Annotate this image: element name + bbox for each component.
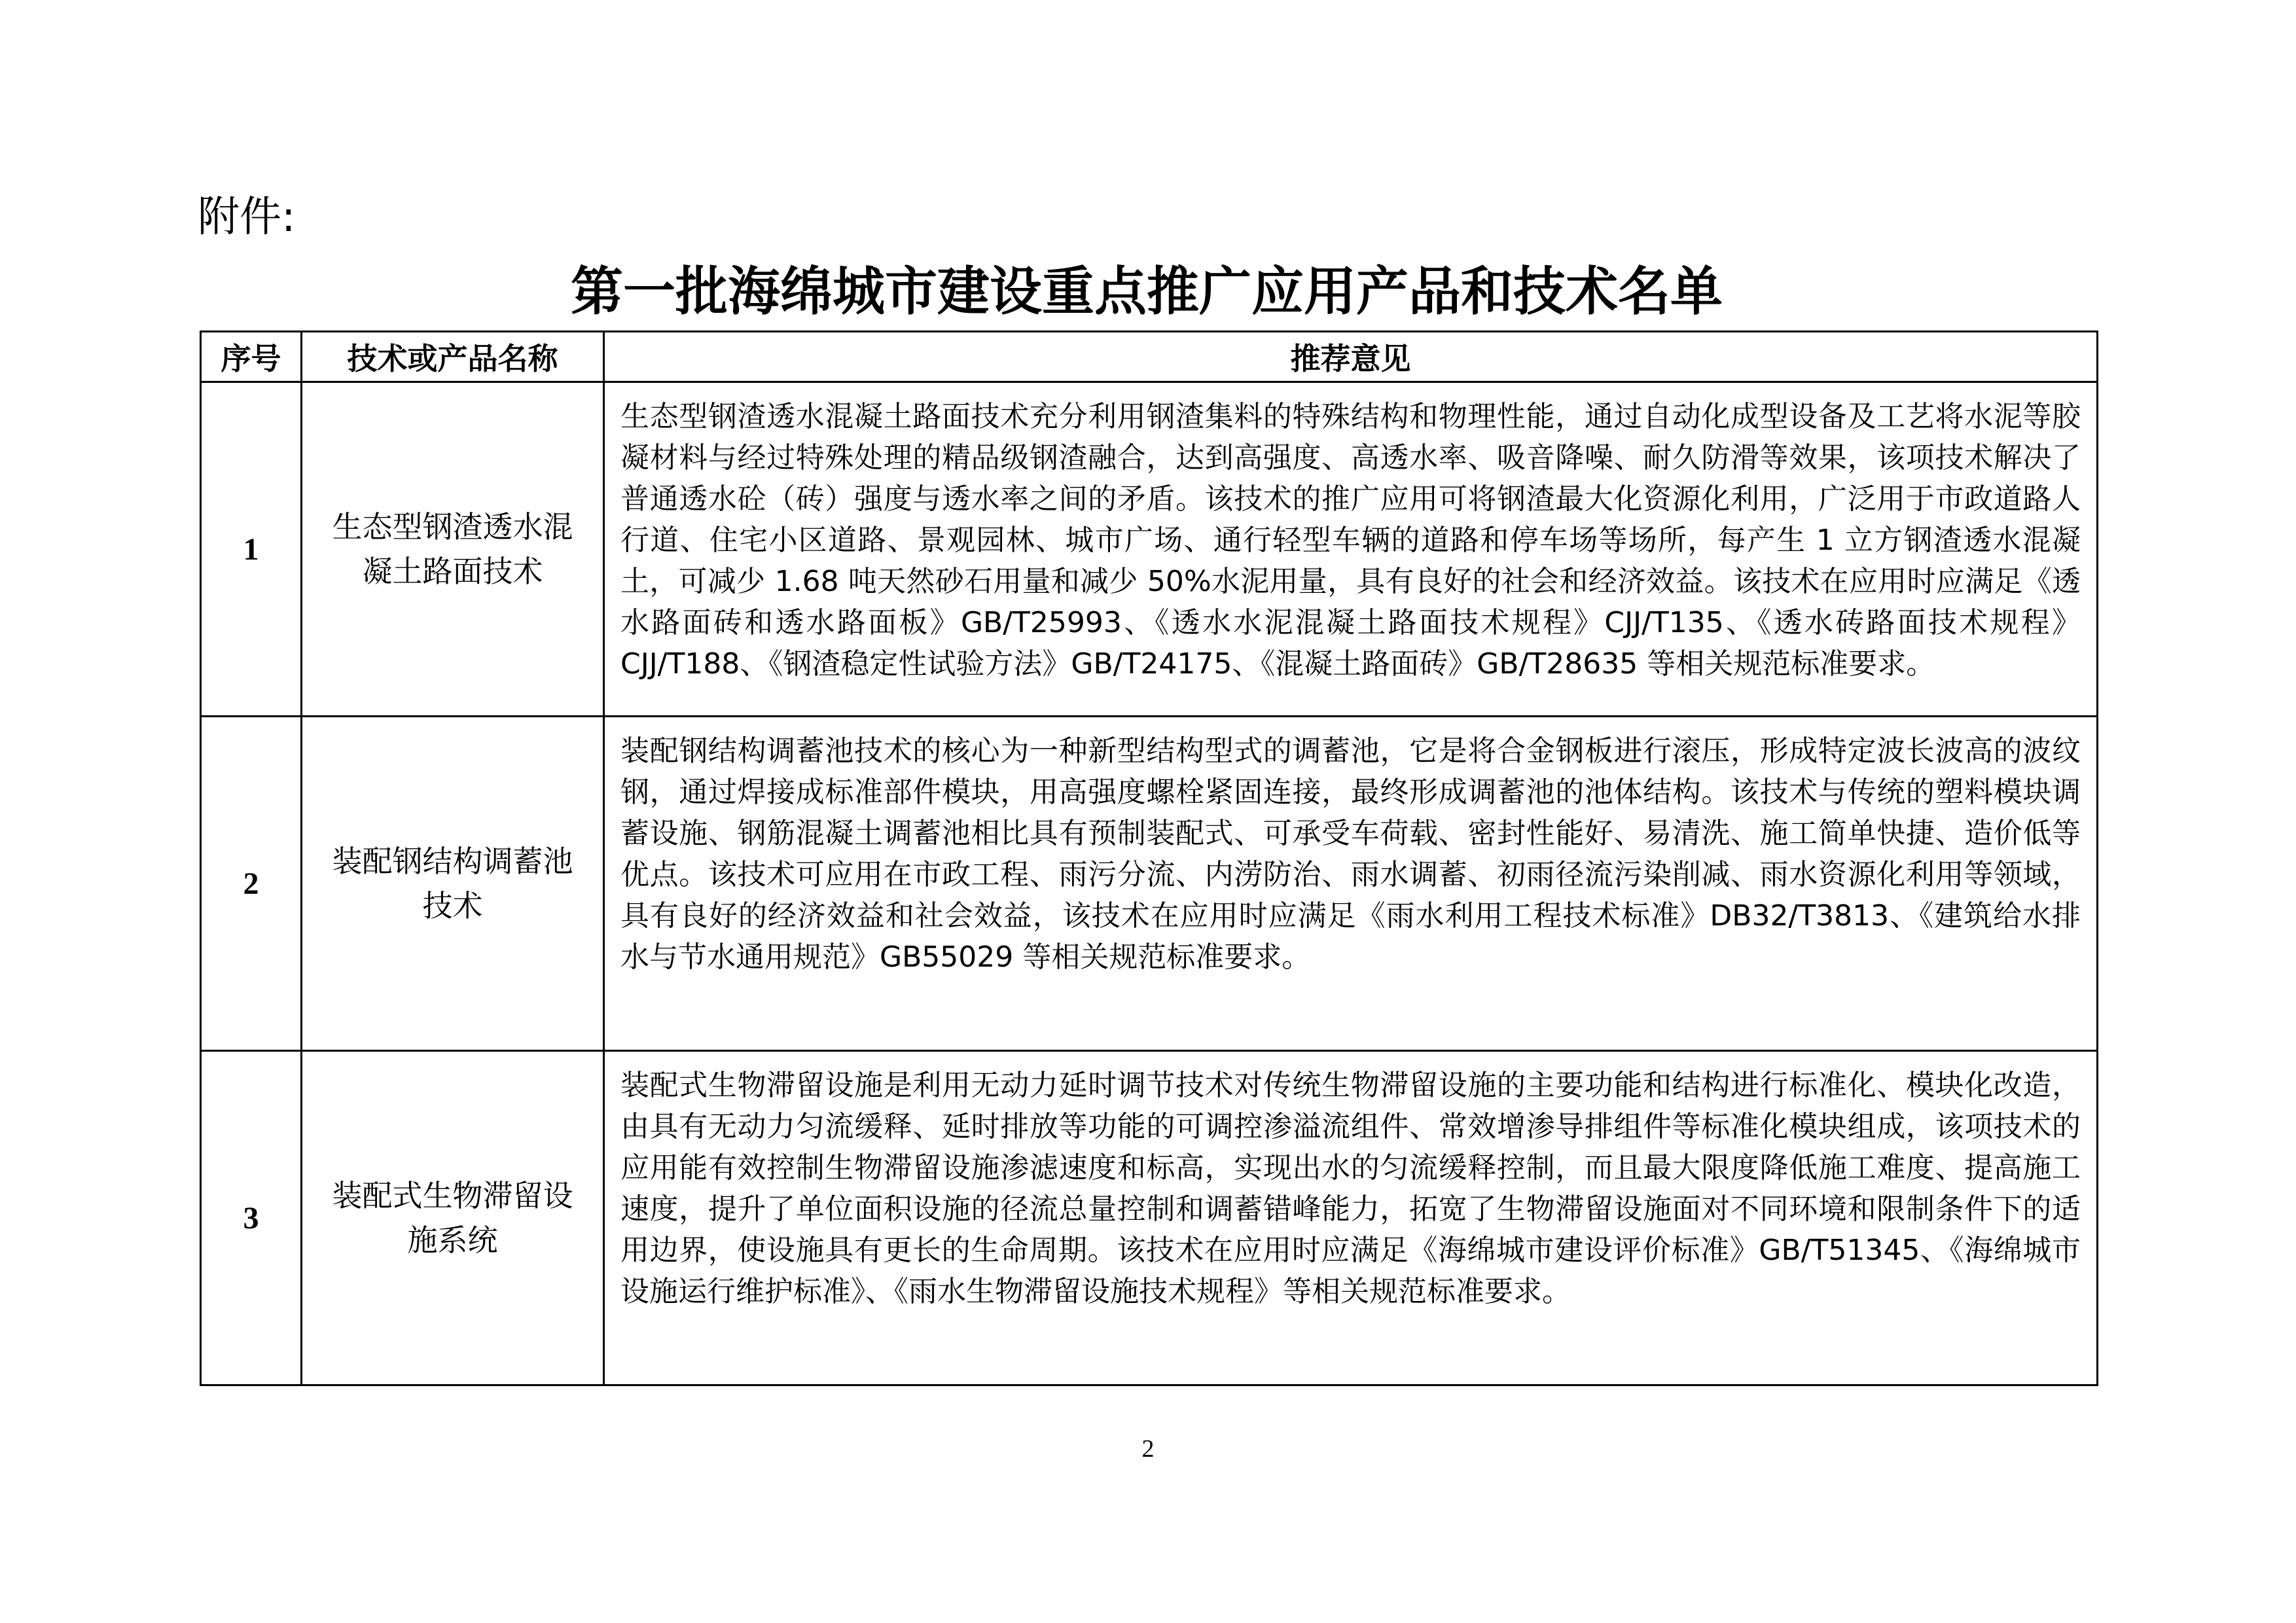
attachment-label: 附件:: [198, 193, 296, 241]
table-row: [201, 382, 2098, 717]
header-name: 技术或产品名称: [302, 332, 604, 382]
table-row: [201, 1051, 2098, 1385]
table-row: [201, 717, 2098, 1051]
row-recommendation: 装配钢结构调蓄池技术的核心为一种新型结构型式的调蓄池，它是将合金钢板进行滚压，形成特定波长波高的波纹钢，通过焊接成标准部件模块，用高强度螺栓紧固连接，最终形成调蓄池的池体结构。该技术与传统的塑料模块调蓄设施、钢筋混凝土调蓄池相比具有预制装配式、可承受车荷载、密封性能好、易清洗、施工简单快捷、造价低等优点。该技术可应用在市政工程、雨污分流、内涝防治、雨水调蓄、初雨径流污染削减、雨水资源化利用等领域，具有良好的经济效益和社会效益，该技术在应用时应满足《雨水利用工程技术标准》DB32/T3813、《建筑给水排水与节水通用规范》GB55029 等相关规范标准要求。: [604, 717, 2098, 1051]
row-recommendation: 生态型钢渣透水混凝土路面技术充分利用钢渣集料的特殊结构和物理性能，通过自动化成型设备及工艺将水泥等胶凝材料与经过特殊处理的精品级钢渣融合，达到高强度、高透水率、吸音降噪、耐久防滑等效果，该项技术解决了普通透水砼（砖）强度与透水率之间的矛盾。该技术的推广应用可将钢渣最大化资源化利用，广泛用于市政道路人行道、住宅小区道路、景观园林、城市广场、通行轻型车辆的道路和停车场等场所，每产生 1 立方钢渣透水混凝土，可减少 1.68 吨天然砂石用量和减少 50%水泥用量，具有良好的社会和经济效益。该技术在应用时应满足《透水路面砖和透水路面板》GB/T25993、《透水水泥混凝土路面技术规程》CJJ/T135、《透水砖路面技术规程》CJJ/T188、《钢渣稳定性试验方法》GB/T24175、《混凝土路面砖》GB/T28635 等相关规范标准要求。: [604, 382, 2098, 717]
row-name: 生态型钢渣透水混凝土路面技术: [302, 382, 604, 717]
row-name: 装配钢结构调蓄池技术: [302, 717, 604, 1051]
row-number: 3: [201, 1051, 302, 1385]
header-recommendation: 推荐意见: [604, 332, 2098, 382]
header-number: 序号: [201, 332, 302, 382]
document-title: 第一批海绵城市建设重点推广应用产品和技术名单: [571, 260, 1723, 322]
product-technology-table: [200, 330, 2098, 1386]
page-number: 2: [1141, 1435, 1155, 1463]
row-number: 1: [201, 382, 302, 717]
row-name: 装配式生物滞留设施系统: [302, 1051, 604, 1385]
table-header-row: [201, 332, 2098, 382]
row-recommendation: 装配式生物滞留设施是利用无动力延时调节技术对传统生物滞留设施的主要功能和结构进行标准化、模块化改造，由具有无动力匀流缓释、延时排放等功能的可调控渗溢流组件、常效增渗导排组件等标准化模块组成，该项技术的应用能有效控制生物滞留设施渗滤速度和标高，实现出水的匀流缓释控制，而且最大限度降低施工难度、提高施工速度，提升了单位面积设施的径流总量控制和调蓄错峰能力，拓宽了生物滞留设施面对不同环境和限制条件下的适用边界，使设施具有更长的生命周期。该技术在应用时应满足《海绵城市建设评价标准》GB/T51345、《海绵城市设施运行维护标准》、《雨水生物滞留设施技术规程》等相关规范标准要求。: [604, 1051, 2098, 1385]
row-number: 2: [201, 717, 302, 1051]
